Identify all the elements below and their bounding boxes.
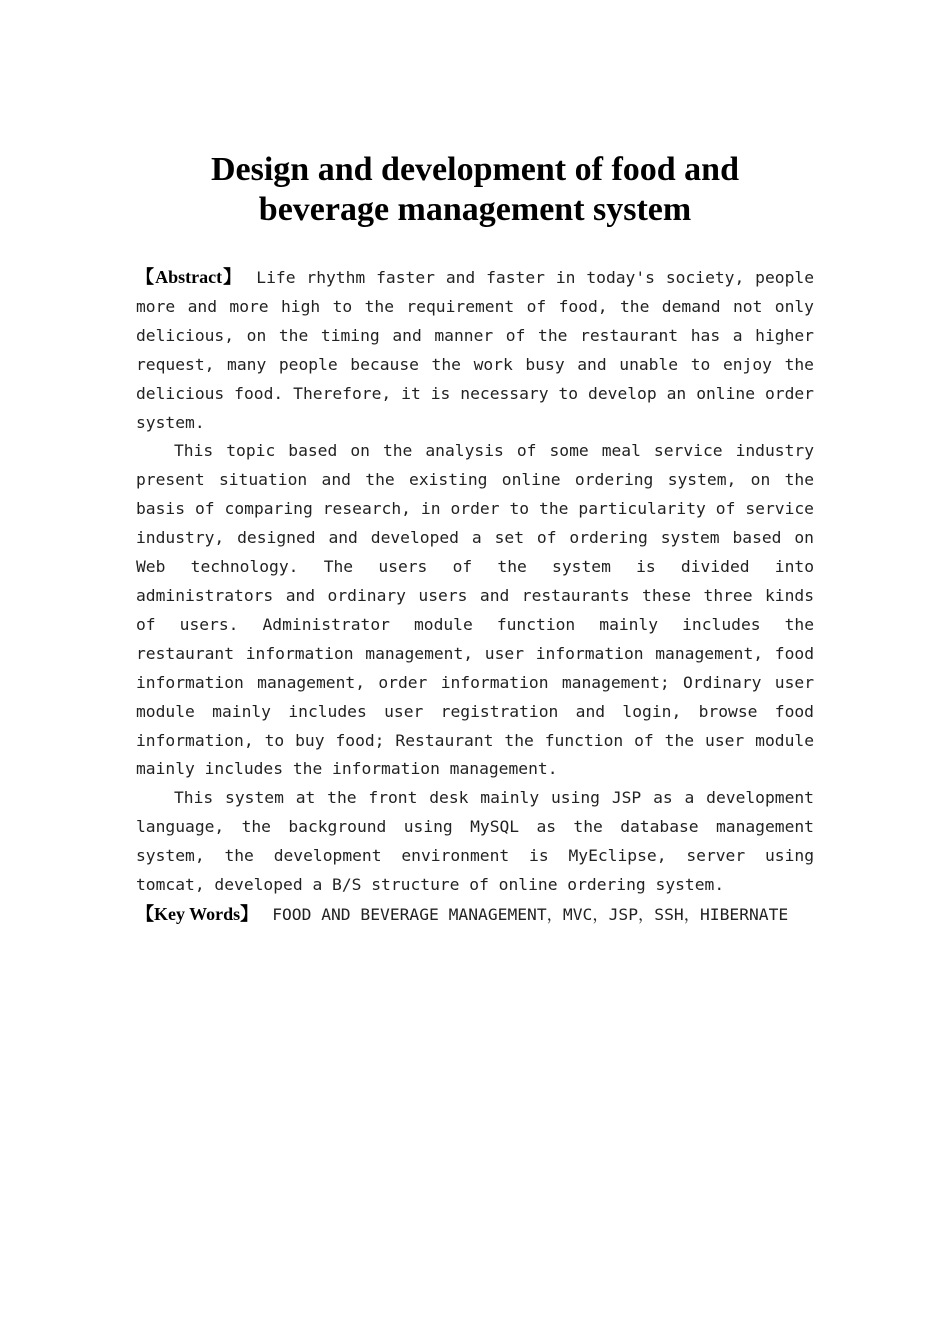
abstract-section	[136, 263, 814, 930]
abstract-paragraph-1	[136, 263, 814, 437]
keywords-label: 【Key Words】	[136, 903, 259, 924]
keywords-text: FOOD AND BEVERAGE MANAGEMENT，MVC，JSP，SSH，HIBERNATE	[272, 904, 789, 924]
abstract-label: 【Abstract】	[136, 267, 243, 287]
keywords-line	[136, 900, 814, 930]
document-title	[135, 150, 815, 230]
title-line-1: Design and development of food and	[210, 151, 739, 188]
title-line-2: beverage management system	[258, 191, 692, 228]
abstract-paragraph-1-text: Life rhythm faster and faster in today's society, people more and more high to the requirement of food, the demand not only delicious, on the timing and manner of the restaurant has a higher request, many people because the work busy and unable to enjoy the delicious food. Therefore, it is necessary to develop an online order system.	[136, 268, 814, 432]
abstract-paragraph-2: This topic based on the analysis of some meal service industry present situation and the existing online ordering system, on the basis of comparing research, in order to the particularity of service industry, designed and developed a set of ordering system based on Web technology. The users of the system is divided into administrators and ordinary users and restaurants these three kinds of users. Administrator module function mainly includes the restaurant information management, user information management, food information management, order information management; Ordinary user module mainly includes user registration and login, browse food information, to buy food; Restaurant the function of the user module mainly includes the information management.	[136, 441, 814, 779]
abstract-paragraph-3: This system at the front desk mainly using JSP as a development language, the background using MySQL as the database management system, the development environment is MyEclipse, server using tomcat, developed a B/S structure of online ordering system.	[136, 788, 814, 895]
